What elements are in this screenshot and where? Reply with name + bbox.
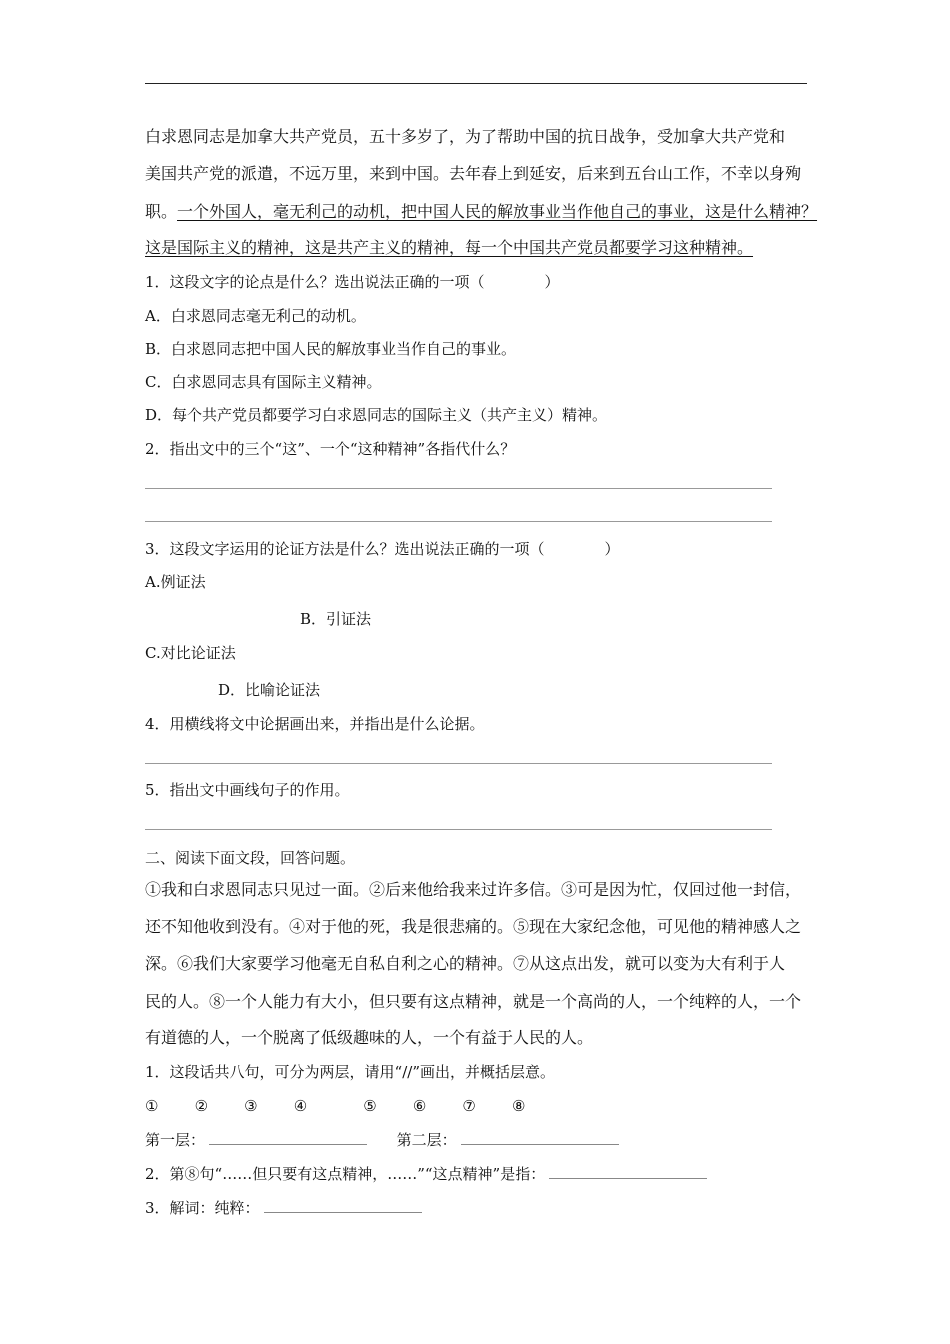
marker-5: ⑤ bbox=[363, 1097, 377, 1115]
passage1-line3-plain: 职。 bbox=[145, 202, 178, 221]
q1-question: 1．这段文字的论点是什么？选出说法正确的一项（ ） bbox=[145, 273, 560, 291]
layer2-blank[interactable] bbox=[461, 1130, 619, 1145]
underlined-sentence-part1: 一个外国人，毫无利己的动机，把中国人民的解放事业当作他自己的事业，这是什么精神？ bbox=[177, 202, 818, 221]
section2-line5: 有道德的人，一个脱离了低级趣味的人，一个有益于人民的人。 bbox=[145, 1028, 594, 1047]
q3-option-a: A.例证法 bbox=[145, 573, 206, 591]
marker-4: ④ bbox=[293, 1097, 308, 1115]
q5-answer-line[interactable] bbox=[145, 829, 772, 830]
section2-q3-blank[interactable] bbox=[264, 1198, 422, 1213]
q4-question: 4．用横线将文中论据画出来，并指出是什么论据。 bbox=[145, 715, 485, 733]
q1-option-c: C．白求恩同志具有国际主义精神。 bbox=[145, 373, 382, 391]
section2-line1: ①我和白求恩同志只见过一面。②后来他给我来过许多信。③可是因为忙，仅回过他一封信， bbox=[145, 880, 802, 899]
section2-q2 bbox=[145, 1164, 707, 1184]
q2-answer-line-2[interactable] bbox=[145, 521, 772, 522]
sentence-markers bbox=[145, 1096, 532, 1116]
marker-6: ⑥ bbox=[412, 1097, 427, 1115]
marker-2: ② bbox=[194, 1097, 209, 1115]
q1-option-d: D．每个共产党员都要学习白求恩同志的国际主义（共产主义）精神。 bbox=[145, 406, 608, 424]
section2-q3 bbox=[145, 1198, 422, 1218]
q3-question: 3．这段文字运用的论证方法是什么？选出说法正确的一项（ ） bbox=[145, 540, 620, 558]
q2-answer-line-1[interactable] bbox=[145, 488, 772, 489]
q3-option-b: B．引证法 bbox=[300, 610, 372, 628]
q5-question: 5．指出文中画线句子的作用。 bbox=[145, 781, 350, 799]
section2-line3: 深。⑥我们大家要学习他毫无自私自利之心的精神。⑦从这点出发，就可以变为大有利于人 bbox=[145, 954, 786, 973]
section2-q2-blank[interactable] bbox=[549, 1164, 707, 1179]
marker-1: ① bbox=[145, 1097, 159, 1115]
header-rule bbox=[145, 83, 807, 84]
layer1-blank[interactable] bbox=[209, 1130, 367, 1145]
marker-7: ⑦ bbox=[462, 1097, 476, 1115]
q4-answer-line[interactable] bbox=[145, 763, 772, 764]
section2-heading: 二、阅读下面文段，回答问题。 bbox=[145, 849, 356, 867]
q3-option-c: C.对比论证法 bbox=[145, 644, 236, 662]
q1-option-b: B．白求恩同志把中国人民的解放事业当作自己的事业。 bbox=[145, 340, 517, 358]
section2-line2: 还不知他收到没有。④对于他的死，我是很悲痛的。⑤现在大家纪念他，可见他的精神感人之 bbox=[145, 917, 802, 936]
passage1-line2: 美国共产党的派遣，不远万里，来到中国。去年春上到延安，后来到五台山工作，不幸以身殉 bbox=[145, 164, 802, 183]
section2-q2-text: 2．第⑧句“……但只要有这点精神，……”“这点精神”是指： bbox=[145, 1165, 546, 1183]
q1-option-a: A．白求恩同志毫无利己的动机。 bbox=[145, 307, 366, 325]
layer2-label: 第二层： bbox=[396, 1131, 457, 1149]
marker-3: ③ bbox=[244, 1097, 258, 1115]
q3-option-d: D．比喻论证法 bbox=[218, 681, 321, 699]
section2-line4: 民的人。⑧一个人能力有大小，但只要有这点精神，就是一个高尚的人，一个纯粹的人，一个 bbox=[145, 992, 802, 1011]
section2-q3-text: 3．解词：纯粹： bbox=[145, 1199, 260, 1217]
q2-question: 2．指出文中的三个“这”、一个“这种精神”各指代什么？ bbox=[145, 440, 516, 458]
layer1-label: 第一层： bbox=[145, 1131, 206, 1149]
marker-8: ⑧ bbox=[511, 1097, 526, 1115]
underlined-sentence-part2: 这是国际主义的精神，这是共产主义的精神，每一个中国共产党员都要学习这种精神。 bbox=[145, 238, 754, 257]
section2-q1: 1．这段话共八句，可分为两层，请用“//”画出，并概括层意。 bbox=[145, 1063, 555, 1081]
passage1-line1: 白求恩同志是加拿大共产党员，五十多岁了，为了帮助中国的抗日战争，受加拿大共产党和 bbox=[145, 127, 786, 146]
layer-answers bbox=[145, 1130, 619, 1150]
passage1-line3 bbox=[145, 202, 817, 222]
